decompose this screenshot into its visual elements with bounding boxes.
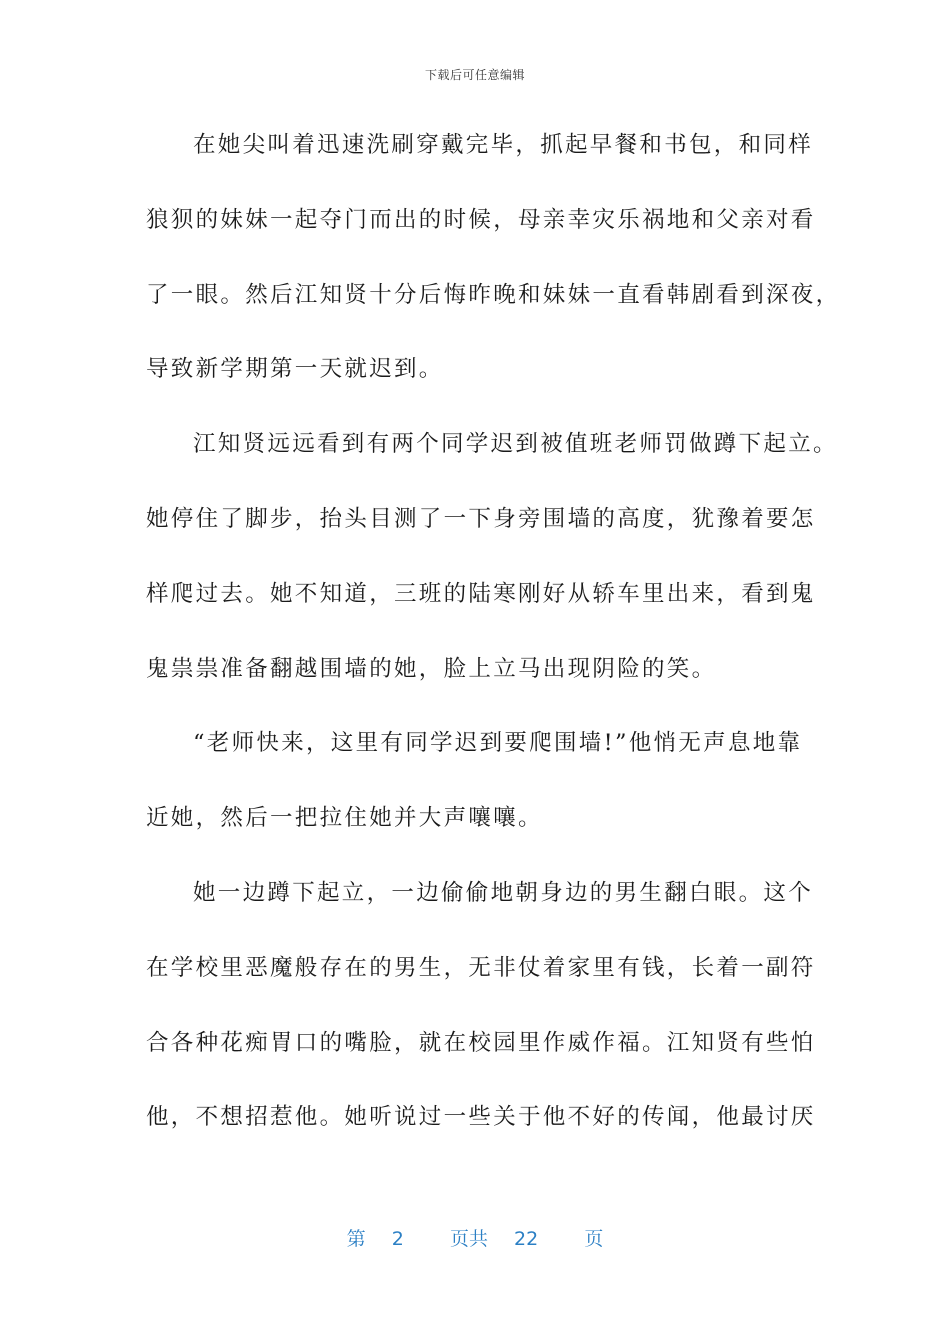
text-line: 合各种花痴胃口的嘴脸，就在校园里作威作福。江知贤有些怕 (146, 1029, 816, 1056)
text-line: 狼狈的妹妹一起夺门而出的时候，母亲幸灾乐祸地和父亲对看 (146, 206, 816, 233)
document-body (146, 114, 841, 1161)
footer-total-pages: 22 (514, 1228, 539, 1250)
text-line: 鬼祟祟准备翻越围墙的她，脸上立马出现阴险的笑。 (146, 655, 717, 682)
page-footer (0, 1224, 950, 1251)
footer-total-label: 页共 (449, 1228, 488, 1250)
text-line: 在她尖叫着迅速洗刷穿戴完毕，抓起早餐和书包，和同样 (193, 132, 814, 158)
footer-page-number: 2 (391, 1228, 404, 1250)
text-line: 样爬过去。她不知道，三班的陆寒刚好从轿车里出来，看到鬼 (146, 580, 816, 607)
text-line: 江知贤远远看到有两个同学迟到被值班老师罚做蹲下起立。 (193, 431, 838, 458)
text-line: 了一眼。然后江知贤十分后悔昨晚和妹妹一直看韩剧看到深夜， (146, 281, 841, 308)
text-line: 近她，然后一把拉住她并大声嚷嚷。 (146, 805, 543, 832)
text-line: 在学校里恶魔般存在的男生，无非仗着家里有钱，长着一副符 (146, 954, 816, 981)
page-header: 下载后可任意编辑 (424, 68, 525, 82)
text-line: “老师快来，这里有同学迟到要爬围墙!”他悄无声息地靠 (193, 730, 803, 757)
footer-suffix: 页 (584, 1228, 604, 1250)
text-line: 她停住了脚步，抬头目测了一下身旁围墙的高度，犹豫着要怎 (146, 505, 816, 532)
text-line: 她一边蹲下起立，一边偷偷地朝身边的男生翻白眼。这个 (193, 879, 814, 906)
text-line: 他，不想招惹他。她听说过一些关于他不好的传闻，他最讨厌 (146, 1104, 816, 1131)
footer-page-label: 第 (346, 1228, 366, 1250)
text-line: 导致新学期第一天就迟到。 (146, 356, 444, 383)
